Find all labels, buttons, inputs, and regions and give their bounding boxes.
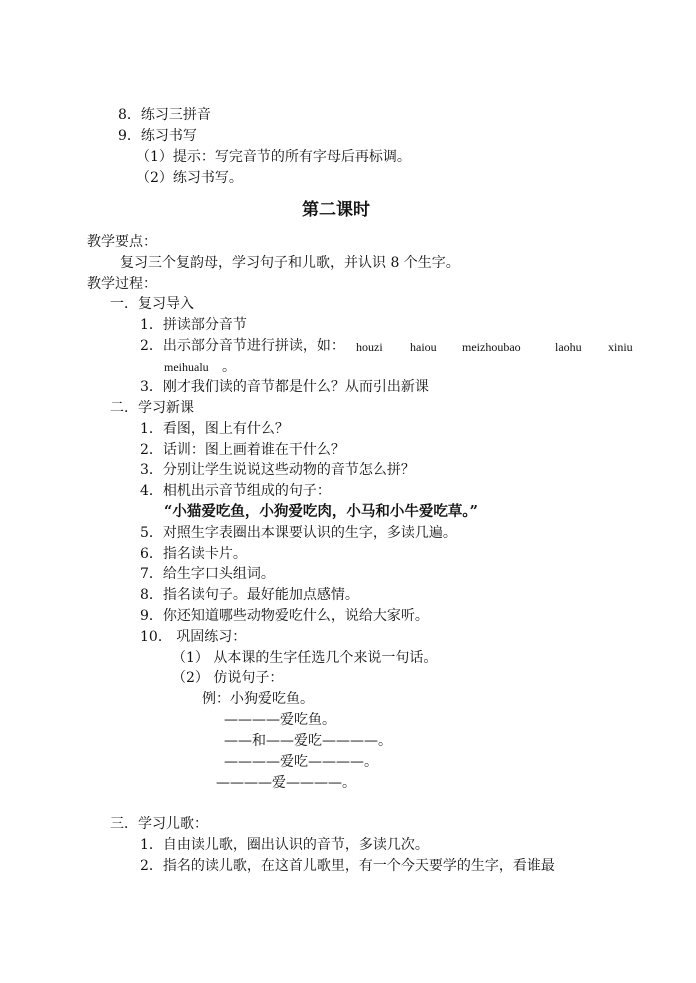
section-2-item-9: 9．你还知道哪些动物爱吃什么，说给大家听。 (140, 608, 429, 624)
pinyin-end-mark: 。 (222, 359, 236, 375)
example-sentence: “小猫爱吃鱼，小狗爱吃肉，小马和小牛爱吃草。” (164, 503, 478, 520)
pattern-3: ————爱吃————。 (224, 754, 378, 770)
goals-label: 教学要点： (87, 234, 157, 250)
section-2-item-7: 7．给生字口头组词。 (140, 566, 275, 582)
section-1-item-2: 2．出示部分音节进行拼读，如： (140, 338, 345, 354)
item-9: 9．练习书写 (118, 128, 197, 144)
section-2-item-6: 6．指名读卡片。 (140, 546, 247, 562)
exercise-sub-2: （2） 仿说句子： (172, 670, 284, 686)
section-3-item-1: 1．自由读儿歌，圈出认识的音节，多读几次。 (140, 837, 429, 853)
pinyin-laohu: laohu (555, 340, 582, 354)
section-3-heading: 三．学习儿歌： (110, 816, 208, 832)
pinyin-xiniu: xiniu (608, 340, 633, 354)
section-1-item-3: 3．刚才我们读的音节都是什么？从而引出新课 (140, 379, 429, 395)
section-3-item-2: 2．指名的读儿歌，在这首儿歌里，有一个今天要学的生字，看谁最 (140, 858, 555, 874)
exercise-example: 例：小狗爱吃鱼。 (202, 691, 314, 707)
lesson-title: 第二课时 (302, 200, 370, 220)
section-1-item-1: 1．拼读部分音节 (140, 317, 247, 333)
section-2-item-2: 2．话训：图上画着谁在干什么？ (140, 442, 345, 458)
goals-text: 复习三个复韵母，学习句子和儿歌，并认识 8 个生字。 (120, 255, 460, 271)
exercise-sub-1: （1） 从本课的生字任选几个来说一句话。 (172, 650, 438, 666)
section-1-heading: 一．复习导入 (110, 296, 194, 312)
pattern-1: ————爱吃鱼。 (224, 712, 336, 728)
pinyin-haiou: haiou (410, 340, 437, 354)
pattern-2: ——和——爱吃————。 (224, 733, 392, 749)
section-2-item-4: 4．相机出示音节组成的句子： (140, 483, 331, 499)
pattern-4: ————爱————。 (216, 775, 356, 791)
item-8: 8．练习三拼音 (118, 107, 211, 123)
section-2-item-5: 5．对照生字表圈出本课要认识的生字，多读几遍。 (140, 525, 457, 541)
pinyin-houzi: houzi (356, 340, 383, 354)
process-label: 教学过程： (87, 276, 157, 292)
section-2-heading: 二．学习新课 (110, 400, 194, 416)
section-2-item-10: 10． 巩固练习： (140, 629, 247, 645)
item-9-sub-2: （2）练习书写。 (136, 170, 243, 186)
section-2-item-3: 3．分别让学生说说这些动物的音节怎么拼？ (140, 462, 415, 478)
item-9-sub-1: （1）提示：写完音节的所有字母后再标调。 (136, 149, 411, 165)
pinyin-meizhoubao: meizhoubao (462, 340, 521, 354)
section-2-item-1: 1．看图，图上有什么？ (140, 421, 289, 437)
section-2-item-8: 8．指名读句子。最好能加点感情。 (140, 587, 359, 603)
pinyin-meihualu: meihualu (164, 360, 209, 374)
